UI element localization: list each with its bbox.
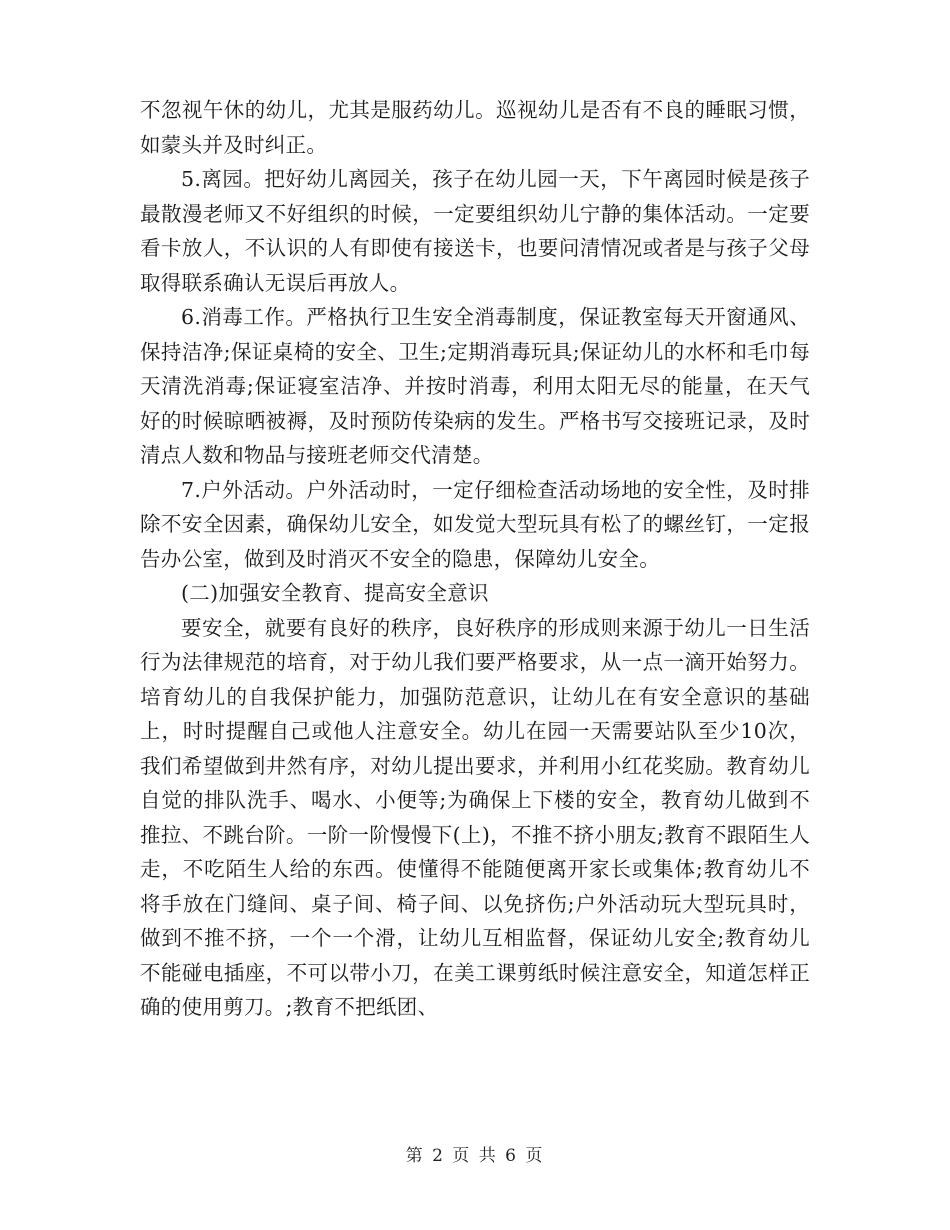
paragraph-outdoor-activity: 7.户外活动。户外活动时，一定仔细检查活动场地的安全性，及时排除不安全因素，确保幼儿安全，如发觉大型玩具有松了的螺丝钉，一定报告办公室，做到及时消灭不安全的隐患，保障幼儿安全。 <box>140 477 810 571</box>
paragraph-safety-education: 要安全，就要有良好的秩序，良好秩序的形成则来源于幼儿一日生活行为法律规范的培育，对于幼儿我们要严格要求，从一点一滴开始努力。培育幼儿的自我保护能力，加强防范意识，让幼儿在有安全意识的基础上，时时提醒自己或他人注意安全。幼儿在园一天需要站队至少10次，我们希望做到井然有序，对幼儿提出要求，并利用小红花奖励。教育幼儿自觉的排队洗手、喝水、小便等;为确保上下楼的安全，教育幼儿做到不推拉、不跳台阶。一阶一阶慢慢下(上)，不推不挤小朋友;教育不跟陌生人走，不吃陌生人给的东西。使懂得不能随便离开家长或集体;教育幼儿不将手放在门缝间、桌子间、椅子间、以免挤伤;户外活动玩大型玩具时，做到不推不挤，一个一个滑，让幼儿互相监督，保证幼儿安全;教育幼儿不能碰电插座，不可以带小刀，在美工课剪纸时候注意安全，知道怎样正确的使用剪刀。;教育不把纸团、 <box>140 615 810 1019</box>
paragraph-continuation: 不忽视午休的幼儿，尤其是服药幼儿。巡视幼儿是否有不良的睡眠习惯，如蒙头并及时纠正。 <box>140 98 810 157</box>
section-heading-safety-education: (二)加强安全教育、提高安全意识 <box>181 581 489 605</box>
paragraph-disinfection: 6.消毒工作。严格执行卫生安全消毒制度，保证教室每天开窗通风、保持洁净;保证桌椅的安全、卫生;定期消毒玩具;保证幼儿的水杯和毛巾每天清洗消毒;保证寝室洁净、并按时消毒，利用太阳无尽的能量，在天气好的时候晾晒被褥，及时预防传染病的发生。严格书写交接班记录，及时清点人数和物品与接班老师交代清楚。 <box>140 305 810 467</box>
paragraph-leaving-kindergarten: 5.离园。把好幼儿离园关，孩子在幼儿园一天，下午离园时候是孩子最散漫老师又不好组织的时候，一定要组织幼儿宁静的集体活动。一定要看卡放人，不认识的人有即使有接送卡，也要问清情况或者是与孩子父母取得联系确认无误后再放人。 <box>140 167 810 295</box>
page-number-footer: 第 2 页 共 6 页 <box>405 1146 545 1166</box>
document-body <box>140 93 810 1025</box>
